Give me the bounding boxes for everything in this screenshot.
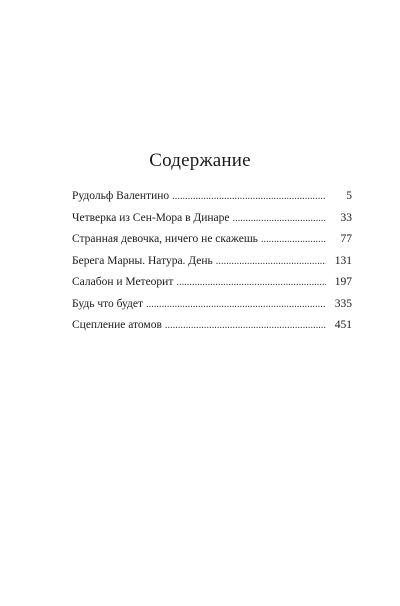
toc-entry-title: Салабон и Метеорит: [72, 276, 174, 288]
toc-entry-title: Странная девочка, ничего не скажешь: [72, 233, 258, 245]
toc-entry-page: 77: [340, 233, 352, 245]
toc-entry: [72, 251, 352, 273]
dot-leader: [261, 229, 326, 251]
toc-entry: [72, 315, 352, 337]
toc-heading: Содержание: [149, 150, 251, 171]
toc-entry: [72, 229, 352, 251]
toc-entry-page: 5: [346, 190, 352, 202]
dot-leader: [233, 208, 326, 230]
toc-entry-page: 131: [334, 254, 352, 267]
toc-entry: [72, 186, 352, 208]
toc-entry-title: Сцепление атомов: [72, 319, 162, 331]
toc-entry: [72, 294, 352, 316]
toc-entry-title: Берега Марны. Натура. День: [72, 254, 213, 267]
toc-entry-page: 197: [334, 276, 352, 288]
dot-leader: [172, 186, 326, 208]
toc-entry-page: 451: [334, 319, 352, 331]
toc-entry-page: 335: [334, 297, 352, 310]
toc-entry: [72, 272, 352, 294]
dot-leader: [165, 315, 326, 337]
toc-entry-title: Будь что будет: [72, 297, 144, 310]
toc-entry-page: 33: [340, 211, 352, 224]
toc-entry: [72, 208, 352, 230]
toc-list: [72, 186, 352, 337]
dot-leader: [176, 272, 326, 294]
toc-entry-title: Четверка из Сен-Мора в Динаре: [72, 211, 230, 224]
dot-leader: [146, 294, 326, 316]
toc-entry-title: Рудольф Валентино: [72, 190, 170, 202]
dot-leader: [216, 251, 326, 273]
